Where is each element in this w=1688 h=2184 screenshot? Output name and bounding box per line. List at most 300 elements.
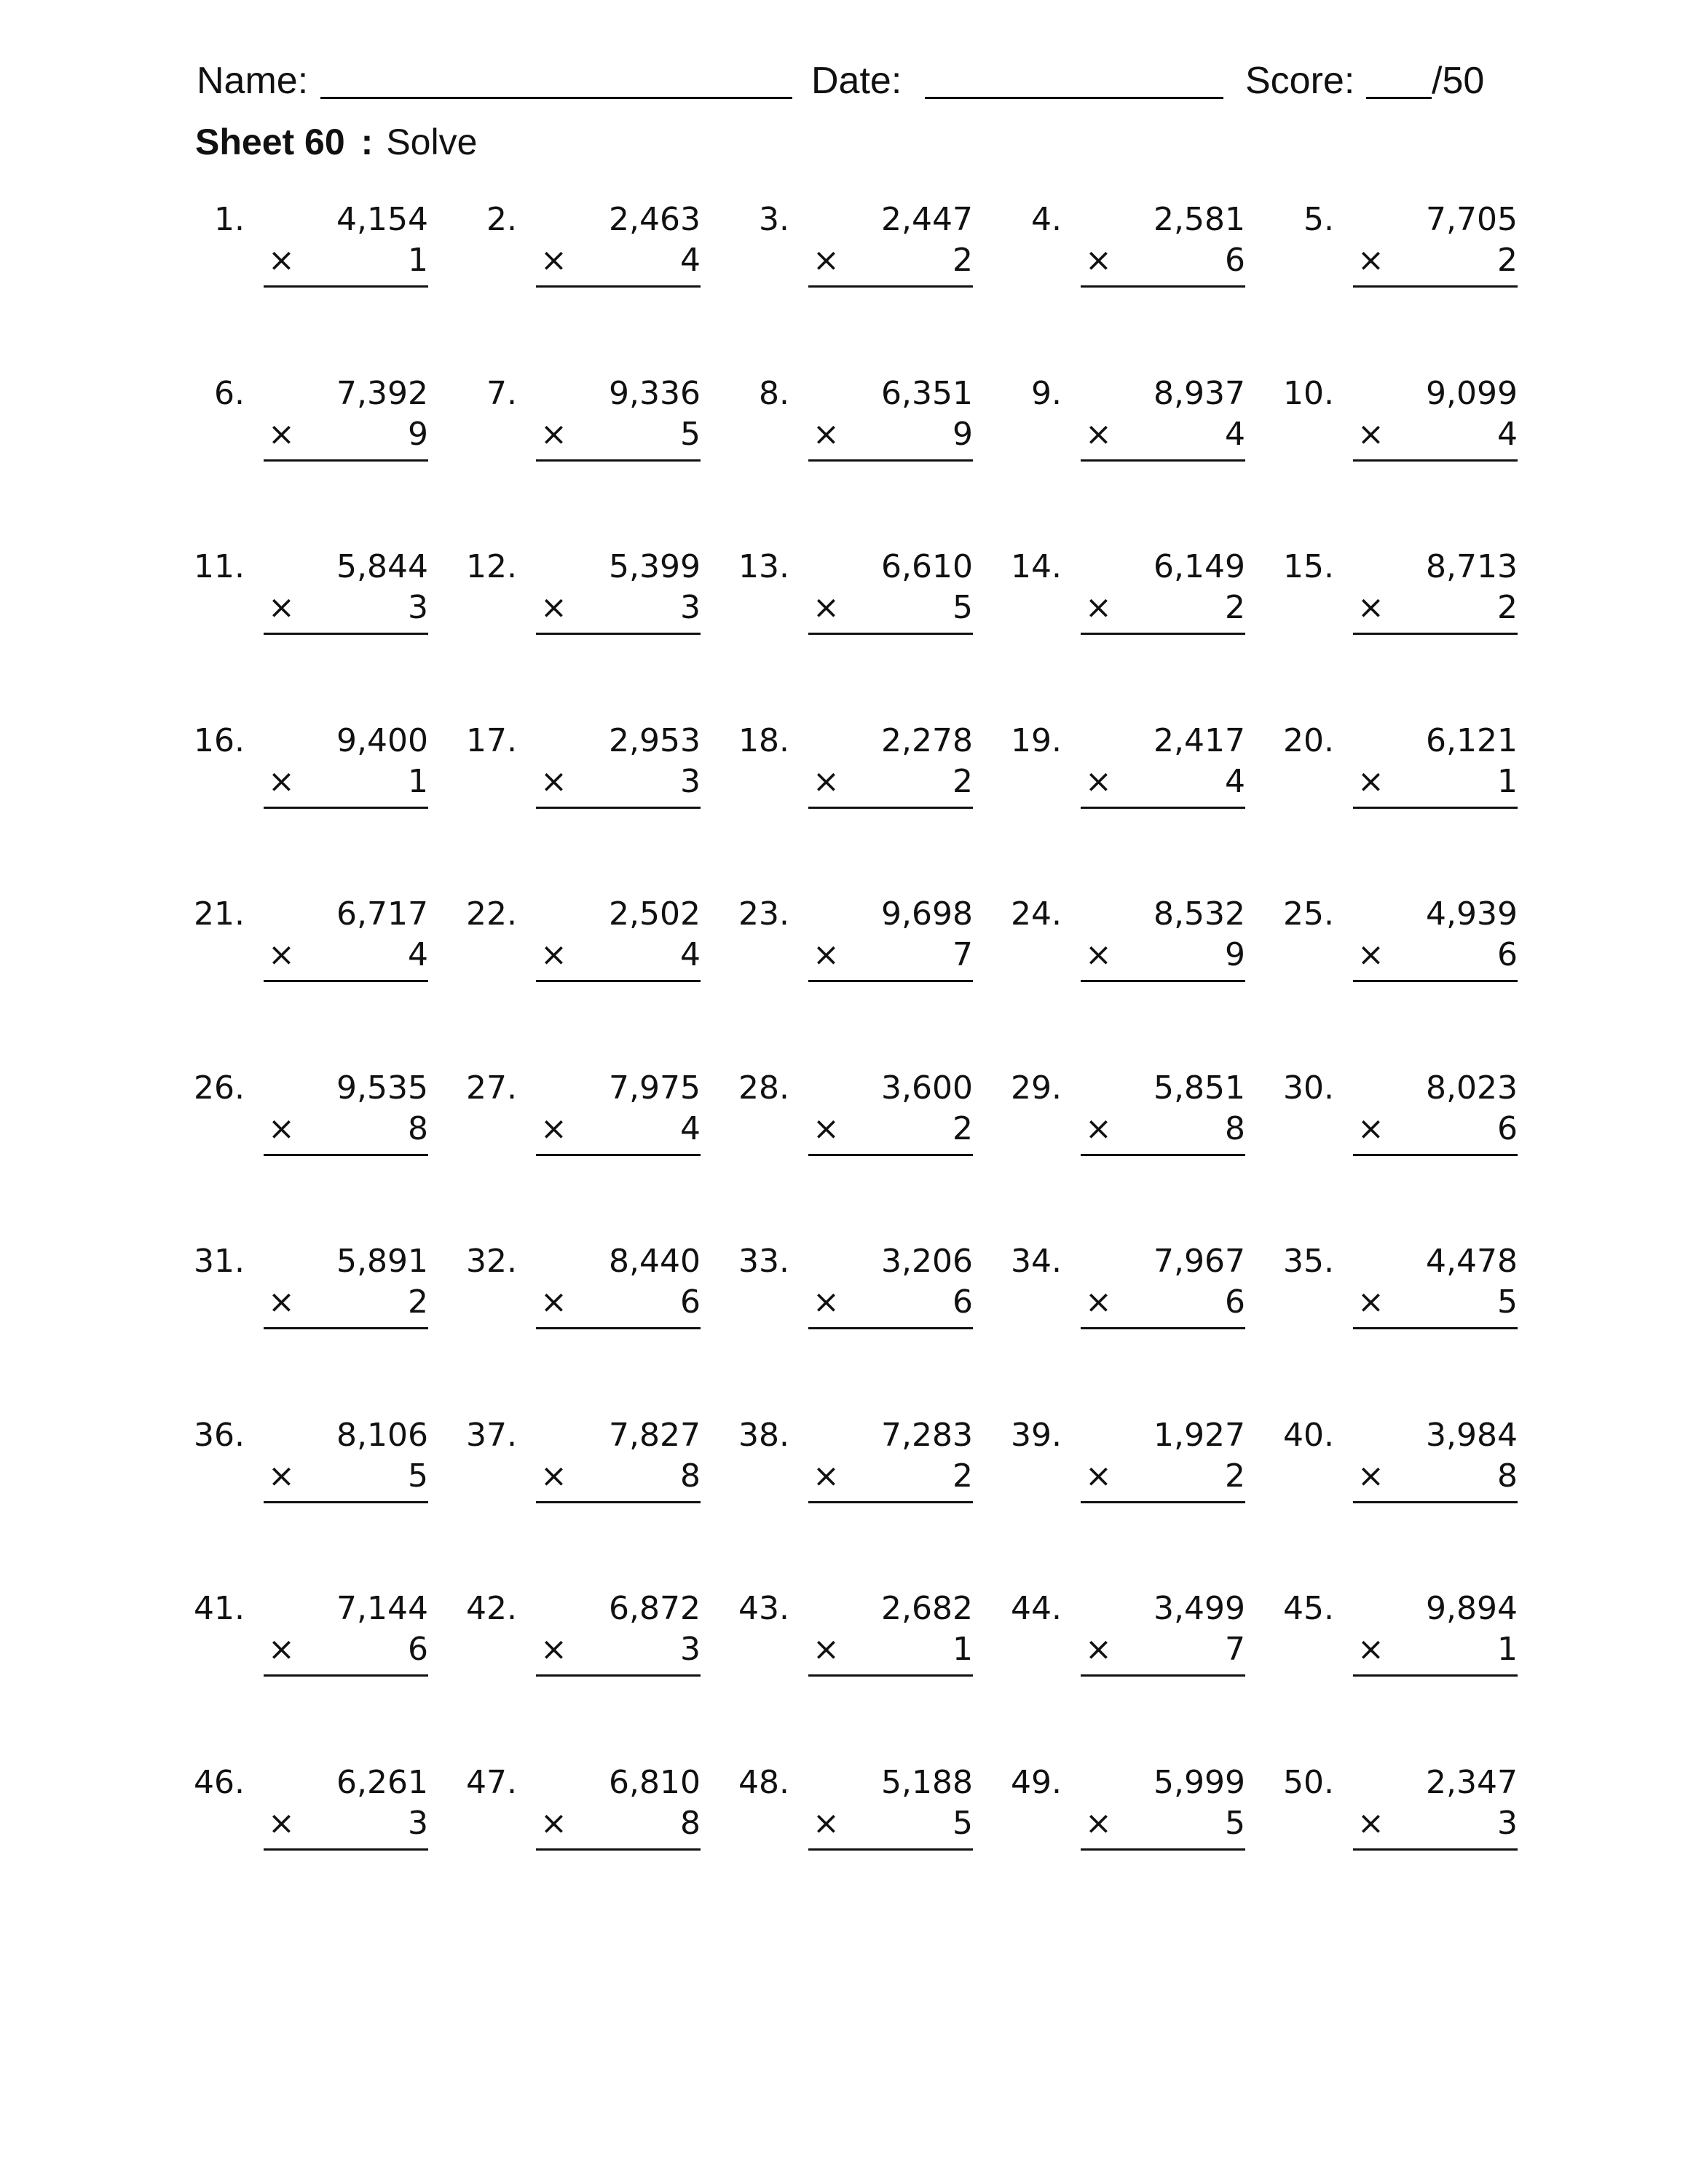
multiply-operator: × [813,416,840,453]
answer-line[interactable] [264,459,428,462]
problem-number: 29. [1011,1069,1062,1107]
multiplicand: 3,499 [1153,1590,1245,1627]
answer-line[interactable] [264,807,428,809]
multiplicand: 7,967 [1153,1243,1245,1280]
multiplier: 2 [1497,242,1518,279]
problem-number: 36. [194,1417,245,1454]
multiplier: 7 [1225,1631,1245,1668]
answer-line[interactable] [1353,980,1518,982]
multiplicand: 6,717 [336,895,428,933]
problem-2 [460,198,701,300]
answer-line[interactable] [264,1674,428,1677]
problem-37 [460,1414,701,1516]
multiplier: 4 [680,242,701,279]
score-label: Score: [1245,60,1355,102]
problem-number: 7. [486,375,517,412]
problem-number: 39. [1011,1417,1062,1454]
multiplicand: 7,144 [336,1590,428,1627]
multiply-operator: × [540,416,567,453]
multiply-operator: × [813,1805,840,1842]
multiplicand: 2,463 [609,201,701,238]
problem-8 [733,372,973,474]
problem-35 [1277,1240,1518,1342]
problem-number: 15. [1283,548,1334,585]
multiply-operator: × [813,763,840,800]
problem-number: 16. [194,722,245,759]
multiplier: 5 [680,416,701,453]
multiply-operator: × [540,242,567,279]
answer-line[interactable] [808,980,973,982]
problem-13 [733,545,973,647]
answer-line[interactable] [264,980,428,982]
problem-34 [1005,1240,1245,1342]
multiply-operator: × [268,1283,295,1321]
answer-line[interactable] [808,1501,973,1503]
problem-32 [460,1240,701,1342]
problem-number: 5. [1304,201,1334,238]
multiplier: 3 [680,1631,701,1668]
multiplier: 3 [408,589,428,626]
multiply-operator: × [540,1283,567,1321]
multiply-operator: × [268,1110,295,1147]
multiply-operator: × [813,1283,840,1321]
multiplicand: 6,872 [609,1590,701,1627]
problem-number: 3. [759,201,789,238]
problem-number: 8. [759,375,789,412]
multiply-operator: × [1357,1457,1384,1495]
answer-line[interactable] [536,459,701,462]
problem-number: 11. [194,548,245,585]
multiplier: 3 [680,763,701,800]
multiplicand: 5,188 [881,1764,973,1801]
multiplicand: 6,351 [881,375,973,412]
multiplier: 7 [953,936,973,973]
multiply-operator: × [1085,1283,1112,1321]
multiply-operator: × [268,1457,295,1495]
multiply-operator: × [813,242,840,279]
problem-number: 23. [738,895,789,933]
answer-line[interactable] [1081,1848,1245,1851]
problem-41 [188,1587,428,1689]
problem-42 [460,1587,701,1689]
problem-30 [1277,1067,1518,1168]
problem-number: 18. [738,722,789,759]
multiplier: 2 [408,1283,428,1321]
multiplicand: 6,810 [609,1764,701,1801]
multiplier: 8 [1497,1457,1518,1495]
answer-line[interactable] [536,633,701,635]
problem-11 [188,545,428,647]
problem-number: 13. [738,548,789,585]
multiplier: 4 [680,936,701,973]
answer-line[interactable] [1353,807,1518,809]
multiplicand: 2,447 [881,201,973,238]
multiplier: 2 [953,1110,973,1147]
problem-number: 4. [1031,201,1062,238]
problem-14 [1005,545,1245,647]
answer-line[interactable] [1081,980,1245,982]
problem-21 [188,893,428,994]
multiplicand: 5,399 [609,548,701,585]
multiplicand: 7,283 [881,1417,973,1454]
problem-40 [1277,1414,1518,1516]
answer-line[interactable] [1081,1154,1245,1156]
problem-4 [1005,198,1245,300]
multiplier: 9 [953,416,973,453]
multiplicand: 2,502 [609,895,701,933]
multiplicand: 2,278 [881,722,973,759]
multiply-operator: × [268,763,295,800]
problem-45 [1277,1587,1518,1689]
multiplicand: 3,600 [881,1069,973,1107]
multiplicand: 4,939 [1426,895,1518,933]
problem-27 [460,1067,701,1168]
multiplicand: 9,400 [336,722,428,759]
multiplier: 1 [953,1631,973,1668]
problem-number: 44. [1011,1590,1062,1627]
multiply-operator: × [1357,416,1384,453]
answer-line[interactable] [1353,285,1518,288]
answer-line[interactable] [536,1848,701,1851]
multiplier: 2 [953,1457,973,1495]
problem-number: 30. [1283,1069,1334,1107]
multiply-operator: × [540,1457,567,1495]
multiply-operator: × [813,1631,840,1668]
multiplicand: 2,417 [1153,722,1245,759]
multiply-operator: × [540,1110,567,1147]
answer-line[interactable] [1081,1674,1245,1677]
multiplier: 5 [953,589,973,626]
sheet-number: Sheet 60 [195,122,345,162]
multiply-operator: × [540,936,567,973]
problem-16 [188,719,428,821]
multiplier: 6 [1225,242,1245,279]
problem-38 [733,1414,973,1516]
answer-line[interactable] [808,633,973,635]
problem-number: 41. [194,1590,245,1627]
answer-line[interactable] [536,1327,701,1329]
multiplier: 3 [408,1805,428,1842]
multiplier: 6 [1497,936,1518,973]
problem-number: 2. [486,201,517,238]
problem-7 [460,372,701,474]
multiplicand: 9,099 [1426,375,1518,412]
answer-line[interactable] [1353,633,1518,635]
answer-line[interactable] [808,1154,973,1156]
multiplicand: 9,535 [336,1069,428,1107]
answer-line[interactable] [264,285,428,288]
problem-number: 10. [1283,375,1334,412]
multiplier: 3 [680,589,701,626]
multiply-operator: × [268,1805,295,1842]
problem-number: 6. [214,375,245,412]
multiply-operator: × [1357,936,1384,973]
multiply-operator: × [1085,1805,1112,1842]
multiplicand: 3,984 [1426,1417,1518,1454]
problem-1 [188,198,428,300]
problem-number: 22. [466,895,517,933]
answer-line[interactable] [536,1154,701,1156]
problem-number: 24. [1011,895,1062,933]
multiply-operator: × [1085,763,1112,800]
multiplier: 8 [1225,1110,1245,1147]
problem-29 [1005,1067,1245,1168]
problem-22 [460,893,701,994]
multiplicand: 9,894 [1426,1590,1518,1627]
answer-line[interactable] [1353,1848,1518,1851]
name-label: Name: [197,60,309,102]
multiplicand: 7,392 [336,375,428,412]
multiplier: 6 [953,1283,973,1321]
multiplier: 2 [1497,589,1518,626]
multiplier: 6 [1225,1283,1245,1321]
multiply-operator: × [1357,1283,1384,1321]
answer-line[interactable] [1081,285,1245,288]
problem-43 [733,1587,973,1689]
multiply-operator: × [1357,1631,1384,1668]
problem-19 [1005,719,1245,821]
answer-line[interactable] [1353,1327,1518,1329]
multiplicand: 7,975 [609,1069,701,1107]
problem-number: 45. [1283,1590,1334,1627]
multiplicand: 6,261 [336,1764,428,1801]
problem-number: 21. [194,895,245,933]
multiply-operator: × [1085,242,1112,279]
multiplicand: 5,844 [336,548,428,585]
multiply-operator: × [1357,763,1384,800]
multiplicand: 7,705 [1426,201,1518,238]
multiplier: 9 [1225,936,1245,973]
problem-number: 9. [1031,375,1062,412]
multiply-operator: × [1085,1457,1112,1495]
problem-number: 46. [194,1764,245,1801]
multiplier: 4 [408,936,428,973]
sheet-colon: : [360,122,374,162]
answer-line[interactable] [536,1674,701,1677]
multiplier: 5 [953,1805,973,1842]
answer-line[interactable] [264,1154,428,1156]
multiply-operator: × [540,1631,567,1668]
multiplier: 1 [408,242,428,279]
problem-number: 31. [194,1243,245,1280]
multiplier: 4 [1497,416,1518,453]
problem-10 [1277,372,1518,474]
problem-number: 25. [1283,895,1334,933]
problem-number: 33. [738,1243,789,1280]
problem-23 [733,893,973,994]
answer-line[interactable] [264,633,428,635]
multiplier: 5 [1497,1283,1518,1321]
problem-number: 47. [466,1764,517,1801]
multiplicand: 3,206 [881,1243,973,1280]
multiplier: 8 [680,1457,701,1495]
sheet-instruction: Solve [386,122,478,162]
multiplicand: 2,347 [1426,1764,1518,1801]
problem-number: 27. [466,1069,517,1107]
problem-number: 50. [1283,1764,1334,1801]
multiplicand: 9,336 [609,375,701,412]
multiplicand: 8,023 [1426,1069,1518,1107]
multiplicand: 6,121 [1426,722,1518,759]
answer-line[interactable] [1081,1501,1245,1503]
answer-line[interactable] [808,1327,973,1329]
multiplier: 4 [1225,763,1245,800]
multiply-operator: × [1085,1110,1112,1147]
multiplicand: 9,698 [881,895,973,933]
problem-47 [460,1761,701,1863]
problem-number: 48. [738,1764,789,1801]
multiplicand: 1,927 [1153,1417,1245,1454]
problem-number: 34. [1011,1243,1062,1280]
problem-24 [1005,893,1245,994]
problem-39 [1005,1414,1245,1516]
multiplier: 8 [408,1110,428,1147]
problem-number: 19. [1011,722,1062,759]
multiply-operator: × [1357,242,1384,279]
multiply-operator: × [1085,1631,1112,1668]
multiplier: 2 [953,242,973,279]
multiplicand: 4,478 [1426,1243,1518,1280]
multiply-operator: × [813,589,840,626]
answer-line[interactable] [264,1848,428,1851]
multiply-operator: × [1085,936,1112,973]
problem-31 [188,1240,428,1342]
multiply-operator: × [268,589,295,626]
multiplicand: 4,154 [336,201,428,238]
problem-number: 17. [466,722,517,759]
problem-number: 28. [738,1069,789,1107]
multiplicand: 5,999 [1153,1764,1245,1801]
answer-line[interactable] [808,459,973,462]
answer-line[interactable] [536,807,701,809]
score-total: /50 [1432,60,1485,102]
problem-15 [1277,545,1518,647]
multiplicand: 6,610 [881,548,973,585]
problem-33 [733,1240,973,1342]
problem-6 [188,372,428,474]
answer-line[interactable] [536,980,701,982]
multiplier: 1 [1497,1631,1518,1668]
problem-number: 32. [466,1243,517,1280]
multiplier: 9 [408,416,428,453]
multiplicand: 8,532 [1153,895,1245,933]
problem-50 [1277,1761,1518,1863]
multiplier: 2 [953,763,973,800]
multiply-operator: × [1357,589,1384,626]
answer-line[interactable] [1081,807,1245,809]
problem-number: 26. [194,1069,245,1107]
multiplicand: 2,581 [1153,201,1245,238]
problem-20 [1277,719,1518,821]
multiplicand: 8,713 [1426,548,1518,585]
problem-number: 49. [1011,1764,1062,1801]
problem-18 [733,719,973,821]
answer-line[interactable] [1353,1501,1518,1503]
multiplier: 6 [680,1283,701,1321]
multiplier: 3 [1497,1805,1518,1842]
problem-46 [188,1761,428,1863]
problem-12 [460,545,701,647]
answer-line[interactable] [264,1327,428,1329]
problem-number: 1. [214,201,245,238]
multiplier: 6 [408,1631,428,1668]
answer-line[interactable] [1081,1327,1245,1329]
date-label: Date: [811,60,902,102]
problem-number: 42. [466,1590,517,1627]
multiplicand: 8,106 [336,1417,428,1454]
problem-number: 35. [1283,1243,1334,1280]
multiplier: 6 [1497,1110,1518,1147]
answer-line[interactable] [808,1674,973,1677]
answer-line[interactable] [1353,459,1518,462]
problem-number: 20. [1283,722,1334,759]
answer-line[interactable] [808,285,973,288]
problem-9 [1005,372,1245,474]
multiplicand: 5,891 [336,1243,428,1280]
answer-line[interactable] [1081,633,1245,635]
multiply-operator: × [1357,1805,1384,1842]
answer-line[interactable] [808,807,973,809]
answer-line[interactable] [1353,1674,1518,1677]
multiplier: 2 [1225,589,1245,626]
answer-line[interactable] [1081,459,1245,462]
problem-3 [733,198,973,300]
problem-26 [188,1067,428,1168]
multiplicand: 8,440 [609,1243,701,1280]
multiply-operator: × [813,936,840,973]
multiplier: 4 [680,1110,701,1147]
multiplicand: 8,937 [1153,375,1245,412]
problem-49 [1005,1761,1245,1863]
multiply-operator: × [813,1110,840,1147]
multiply-operator: × [813,1457,840,1495]
problem-25 [1277,893,1518,994]
problem-number: 14. [1011,548,1062,585]
answer-line[interactable] [536,1501,701,1503]
multiply-operator: × [268,1631,295,1668]
problem-28 [733,1067,973,1168]
multiplicand: 7,827 [609,1417,701,1454]
multiplicand: 2,682 [881,1590,973,1627]
answer-line[interactable] [536,285,701,288]
multiplier: 1 [408,763,428,800]
multiply-operator: × [268,416,295,453]
multiply-operator: × [540,589,567,626]
multiplicand: 6,149 [1153,548,1245,585]
answer-line[interactable] [808,1848,973,1851]
multiply-operator: × [1357,1110,1384,1147]
problem-36 [188,1414,428,1516]
multiplier: 5 [408,1457,428,1495]
multiplier: 4 [1225,416,1245,453]
multiply-operator: × [268,936,295,973]
problem-number: 12. [466,548,517,585]
problem-number: 38. [738,1417,789,1454]
problem-44 [1005,1587,1245,1689]
problem-number: 40. [1283,1417,1334,1454]
multiplier: 8 [680,1805,701,1842]
problem-48 [733,1761,973,1863]
multiplier: 5 [1225,1805,1245,1842]
answer-line[interactable] [264,1501,428,1503]
problem-5 [1277,198,1518,300]
answer-line[interactable] [1353,1154,1518,1156]
multiplier: 2 [1225,1457,1245,1495]
multiply-operator: × [540,1805,567,1842]
multiplicand: 5,851 [1153,1069,1245,1107]
multiplier: 1 [1497,763,1518,800]
multiply-operator: × [1085,589,1112,626]
